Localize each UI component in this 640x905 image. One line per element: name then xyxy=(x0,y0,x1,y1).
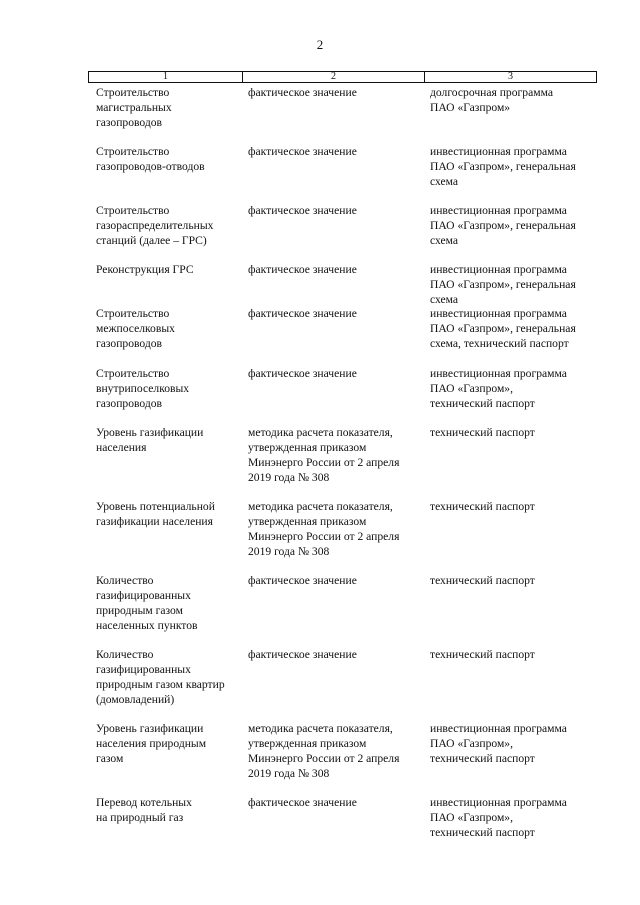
source-cell: технический паспорт xyxy=(430,574,535,587)
method-cell: фактическое значение xyxy=(248,796,357,809)
indicator-cell: Уровень газификации населения xyxy=(96,426,204,454)
source-cell: инвестиционная программа ПАО «Газпром», технический паспорт xyxy=(430,367,567,410)
indicator-cell: Строительство внутрипоселковых газопроводов xyxy=(96,367,190,410)
indicator-cell: Строительство межпоселковых газопроводов xyxy=(96,307,175,350)
indicator-cell: Строительство газораспределительных станций (далее – ГРС) xyxy=(96,204,214,247)
page-number: 2 xyxy=(316,37,324,52)
source-cell: инвестиционная программа ПАО «Газпром», технический паспорт xyxy=(430,722,567,765)
method-cell: методика расчета показателя, утвержденная приказом Минэнерго России от 2 апреля 2019 года № 308 xyxy=(248,500,400,558)
method-cell: фактическое значение xyxy=(248,145,357,158)
source-cell: инвестиционная программа ПАО «Газпром», генеральная схема xyxy=(430,263,576,306)
source-cell: инвестиционная программа ПАО «Газпром», генеральная схема xyxy=(430,145,576,188)
indicator-cell: Уровень потенциальной газификации населения xyxy=(96,500,215,528)
method-cell: фактическое значение xyxy=(248,367,357,380)
method-cell: фактическое значение xyxy=(248,307,357,320)
source-cell: долгосрочная программа ПАО «Газпром» xyxy=(430,86,553,114)
method-cell: методика расчета показателя, утвержденная приказом Минэнерго России от 2 апреля 2019 года № 308 xyxy=(248,426,400,484)
indicator-cell: Строительство газопроводов-отводов xyxy=(96,145,205,173)
source-cell: технический паспорт xyxy=(430,426,535,439)
method-cell: фактическое значение xyxy=(248,574,357,587)
table-header-row xyxy=(88,71,597,83)
table-header-cell-1: 1 xyxy=(89,72,243,82)
table-header-cell-3: 3 xyxy=(508,71,513,82)
method-cell: фактическое значение xyxy=(248,648,357,661)
table-header-cell-2: 2 xyxy=(243,72,425,82)
indicator-cell: Уровень газификации населения природным газом xyxy=(96,722,207,765)
source-cell: технический паспорт xyxy=(430,500,535,513)
indicator-cell: Перевод котельных на природный газ xyxy=(96,796,192,824)
source-cell: инвестиционная программа ПАО «Газпром», генеральная схема, технический паспорт xyxy=(430,307,576,350)
method-cell: фактическое значение xyxy=(248,263,357,276)
source-cell: инвестиционная программа ПАО «Газпром», технический паспорт xyxy=(430,796,567,839)
method-cell: фактическое значение xyxy=(248,86,357,99)
method-cell: фактическое значение xyxy=(248,204,357,217)
source-cell: технический паспорт xyxy=(430,648,535,661)
source-cell: инвестиционная программа ПАО «Газпром», генеральная схема xyxy=(430,204,576,247)
indicator-cell: Количество газифицированных природным газом населенных пунктов xyxy=(96,574,198,632)
indicator-cell: Количество газифицированных природным газом квартир (домовладений) xyxy=(96,648,225,706)
method-cell: методика расчета показателя, утвержденная приказом Минэнерго России от 2 апреля 2019 года № 308 xyxy=(248,722,400,780)
indicator-cell: Строительство магистральных газопроводов xyxy=(96,86,172,129)
indicator-cell: Реконструкция ГРС xyxy=(96,263,194,276)
